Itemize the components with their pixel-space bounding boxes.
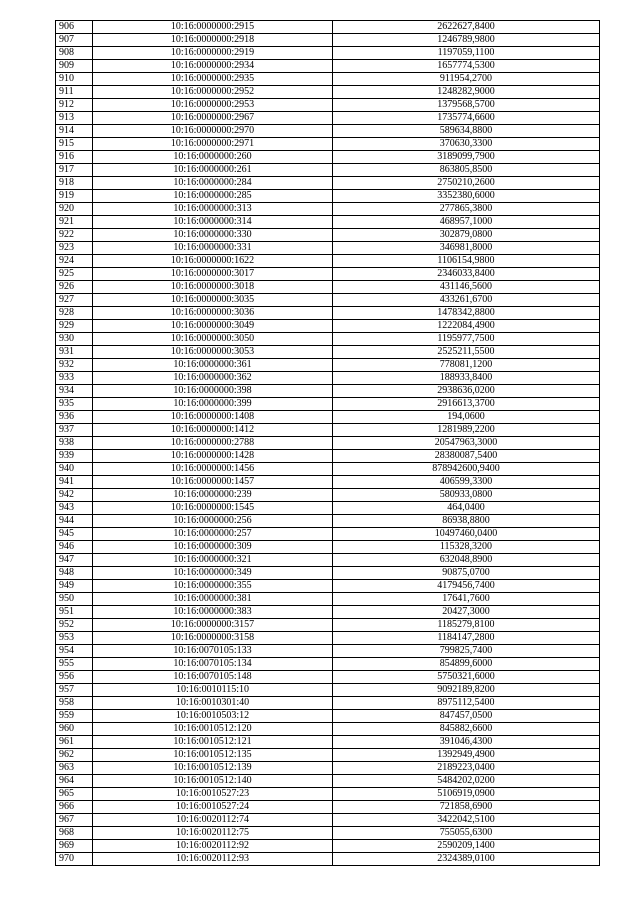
row-number-cell: 919	[56, 190, 93, 203]
row-number-cell: 946	[56, 541, 93, 554]
row-number-cell: 941	[56, 476, 93, 489]
cadastral-value-cell: 464,0400	[333, 502, 600, 515]
table-row	[56, 541, 600, 554]
cadastral-value-cell: 847457,0500	[333, 710, 600, 723]
row-number-cell: 924	[56, 255, 93, 268]
cadastral-value-cell: 2346033,8400	[333, 268, 600, 281]
table-row	[56, 359, 600, 372]
table-row	[56, 203, 600, 216]
row-number-cell: 945	[56, 528, 93, 541]
cadastral-value-cell: 4179456,7400	[333, 580, 600, 593]
table-row	[56, 749, 600, 762]
table-row	[56, 216, 600, 229]
cadastral-number-cell: 10:16:0000000:383	[93, 606, 333, 619]
table-row	[56, 242, 600, 255]
cadastral-number-cell: 10:16:0020112:93	[93, 853, 333, 866]
cadastral-number-cell: 10:16:0000000:331	[93, 242, 333, 255]
table-row	[56, 372, 600, 385]
row-number-cell: 940	[56, 463, 93, 476]
cadastral-value-cell: 431146,5600	[333, 281, 600, 294]
row-number-cell: 937	[56, 424, 93, 437]
row-number-cell: 914	[56, 125, 93, 138]
cadastral-value-cell: 370630,3300	[333, 138, 600, 151]
table-row	[56, 697, 600, 710]
cadastral-number-cell: 10:16:0000000:355	[93, 580, 333, 593]
table-row	[56, 684, 600, 697]
table-row	[56, 86, 600, 99]
cadastral-number-cell: 10:16:0000000:260	[93, 151, 333, 164]
cadastral-number-cell: 10:16:0000000:285	[93, 190, 333, 203]
cadastral-number-cell: 10:16:0000000:2915	[93, 21, 333, 34]
table-row	[56, 281, 600, 294]
table-row	[56, 437, 600, 450]
cadastral-value-cell: 1222084,4900	[333, 320, 600, 333]
cadastral-number-cell: 10:16:0000000:361	[93, 359, 333, 372]
cadastral-number-cell: 10:16:0000000:1412	[93, 424, 333, 437]
table-row	[56, 567, 600, 580]
table-row	[56, 411, 600, 424]
cadastral-value-cell: 20547963,3000	[333, 437, 600, 450]
table-body	[56, 21, 600, 866]
table-row	[56, 307, 600, 320]
table-row	[56, 268, 600, 281]
cadastral-value-cell: 9092189,8200	[333, 684, 600, 697]
cadastral-value-cell: 1106154,9800	[333, 255, 600, 268]
row-number-cell: 929	[56, 320, 93, 333]
row-number-cell: 918	[56, 177, 93, 190]
cadastral-value-cell: 2916613,3700	[333, 398, 600, 411]
table-row	[56, 775, 600, 788]
cadastral-value-cell: 391046,4300	[333, 736, 600, 749]
cadastral-number-cell: 10:16:0000000:2918	[93, 34, 333, 47]
cadastral-value-cell: 277865,3800	[333, 203, 600, 216]
table-row	[56, 840, 600, 853]
cadastral-value-cell: 188933,8400	[333, 372, 600, 385]
row-number-cell: 928	[56, 307, 93, 320]
cadastral-value-cell: 3189099,7900	[333, 151, 600, 164]
row-number-cell: 906	[56, 21, 93, 34]
row-number-cell: 933	[56, 372, 93, 385]
cadastral-number-cell: 10:16:0000000:1456	[93, 463, 333, 476]
cadastral-value-cell: 115328,3200	[333, 541, 600, 554]
cadastral-value-cell: 845882,6600	[333, 723, 600, 736]
cadastral-number-cell: 10:16:0000000:257	[93, 528, 333, 541]
cadastral-number-cell: 10:16:0000000:2967	[93, 112, 333, 125]
cadastral-number-cell: 10:16:0000000:256	[93, 515, 333, 528]
table-row	[56, 710, 600, 723]
row-number-cell: 970	[56, 853, 93, 866]
table-row	[56, 320, 600, 333]
row-number-cell: 951	[56, 606, 93, 619]
row-number-cell: 944	[56, 515, 93, 528]
cadastral-value-cell: 86938,8800	[333, 515, 600, 528]
cadastral-value-cell: 580933,0800	[333, 489, 600, 502]
cadastral-value-cell: 346981,8000	[333, 242, 600, 255]
row-number-cell: 927	[56, 294, 93, 307]
row-number-cell: 958	[56, 697, 93, 710]
cadastral-number-cell: 10:16:0000000:309	[93, 541, 333, 554]
table-row	[56, 554, 600, 567]
cadastral-value-cell: 17641,7600	[333, 593, 600, 606]
row-number-cell: 931	[56, 346, 93, 359]
cadastral-value-cell: 406599,3300	[333, 476, 600, 489]
cadastral-value-cell: 878942600,9400	[333, 463, 600, 476]
row-number-cell: 968	[56, 827, 93, 840]
cadastral-number-cell: 10:16:0000000:398	[93, 385, 333, 398]
table-row	[56, 658, 600, 671]
row-number-cell: 959	[56, 710, 93, 723]
row-number-cell: 907	[56, 34, 93, 47]
row-number-cell: 961	[56, 736, 93, 749]
cadastral-number-cell: 10:16:0000000:239	[93, 489, 333, 502]
cadastral-number-cell: 10:16:0000000:349	[93, 567, 333, 580]
cadastral-number-cell: 10:16:0000000:2971	[93, 138, 333, 151]
table-row	[56, 73, 600, 86]
cadastral-number-cell: 10:16:0020112:74	[93, 814, 333, 827]
cadastral-value-cell: 854899,6000	[333, 658, 600, 671]
cadastral-number-cell: 10:16:0000000:321	[93, 554, 333, 567]
cadastral-value-cell: 911954,2700	[333, 73, 600, 86]
cadastral-number-cell: 10:16:0000000:381	[93, 593, 333, 606]
row-number-cell: 916	[56, 151, 93, 164]
cadastral-number-cell: 10:16:0000000:2953	[93, 99, 333, 112]
row-number-cell: 911	[56, 86, 93, 99]
row-number-cell: 930	[56, 333, 93, 346]
table-row	[56, 515, 600, 528]
table-row	[56, 801, 600, 814]
cadastral-value-cell: 1246789,9800	[333, 34, 600, 47]
cadastral-number-cell: 10:16:0000000:284	[93, 177, 333, 190]
row-number-cell: 948	[56, 567, 93, 580]
row-number-cell: 926	[56, 281, 93, 294]
row-number-cell: 963	[56, 762, 93, 775]
table-row	[56, 606, 600, 619]
cadastral-value-cell: 1184147,2800	[333, 632, 600, 645]
cadastral-value-cell: 2324389,0100	[333, 853, 600, 866]
table-row	[56, 112, 600, 125]
cadastral-number-cell: 10:16:0000000:2919	[93, 47, 333, 60]
cadastral-value-cell: 721858,6900	[333, 801, 600, 814]
table-row	[56, 762, 600, 775]
cadastral-number-cell: 10:16:0000000:2935	[93, 73, 333, 86]
row-number-cell: 908	[56, 47, 93, 60]
table-row	[56, 60, 600, 73]
cadastral-number-cell: 10:16:0070105:148	[93, 671, 333, 684]
table-row	[56, 632, 600, 645]
table-row	[56, 671, 600, 684]
table-row	[56, 814, 600, 827]
table-row	[56, 593, 600, 606]
table-row	[56, 151, 600, 164]
row-number-cell: 950	[56, 593, 93, 606]
cadastral-number-cell: 10:16:0000000:2934	[93, 60, 333, 73]
table-row	[56, 788, 600, 801]
row-number-cell: 962	[56, 749, 93, 762]
cadastral-value-cell: 1185279,8100	[333, 619, 600, 632]
table-row	[56, 229, 600, 242]
cadastral-number-cell: 10:16:0020112:75	[93, 827, 333, 840]
cadastral-number-cell: 10:16:0010527:23	[93, 788, 333, 801]
cadastral-value-cell: 863805,8500	[333, 164, 600, 177]
table-row	[56, 190, 600, 203]
cadastral-value-cell: 2622627,8400	[333, 21, 600, 34]
cadastral-value-table	[55, 20, 600, 866]
cadastral-value-cell: 1248282,9000	[333, 86, 600, 99]
cadastral-value-cell: 2750210,2600	[333, 177, 600, 190]
cadastral-number-cell: 10:16:0070105:133	[93, 645, 333, 658]
table-row	[56, 502, 600, 515]
cadastral-number-cell: 10:16:0000000:313	[93, 203, 333, 216]
row-number-cell: 949	[56, 580, 93, 593]
cadastral-number-cell: 10:16:0010512:140	[93, 775, 333, 788]
table-row	[56, 723, 600, 736]
table-row	[56, 645, 600, 658]
row-number-cell: 955	[56, 658, 93, 671]
row-number-cell: 939	[56, 450, 93, 463]
cadastral-value-cell: 1379568,5700	[333, 99, 600, 112]
row-number-cell: 934	[56, 385, 93, 398]
table-row	[56, 99, 600, 112]
cadastral-number-cell: 10:16:0000000:3050	[93, 333, 333, 346]
cadastral-value-cell: 433261,6700	[333, 294, 600, 307]
table-row	[56, 164, 600, 177]
cadastral-number-cell: 10:16:0010512:139	[93, 762, 333, 775]
cadastral-value-cell: 468957,1000	[333, 216, 600, 229]
cadastral-value-cell: 2590209,1400	[333, 840, 600, 853]
table-row	[56, 528, 600, 541]
table-row	[56, 294, 600, 307]
cadastral-value-cell: 1478342,8800	[333, 307, 600, 320]
cadastral-number-cell: 10:16:0000000:3018	[93, 281, 333, 294]
cadastral-value-cell: 1195977,7500	[333, 333, 600, 346]
row-number-cell: 947	[56, 554, 93, 567]
cadastral-number-cell: 10:16:0000000:314	[93, 216, 333, 229]
cadastral-number-cell: 10:16:0010512:121	[93, 736, 333, 749]
cadastral-number-cell: 10:16:0000000:3157	[93, 619, 333, 632]
row-number-cell: 965	[56, 788, 93, 801]
row-number-cell: 912	[56, 99, 93, 112]
row-number-cell: 953	[56, 632, 93, 645]
cadastral-value-cell: 2189223,0400	[333, 762, 600, 775]
cadastral-value-cell: 1392949,4900	[333, 749, 600, 762]
cadastral-number-cell: 10:16:0000000:3049	[93, 320, 333, 333]
table-row	[56, 489, 600, 502]
cadastral-number-cell: 10:16:0000000:2970	[93, 125, 333, 138]
cadastral-number-cell: 10:16:0010512:120	[93, 723, 333, 736]
row-number-cell: 922	[56, 229, 93, 242]
cadastral-number-cell: 10:16:0000000:3158	[93, 632, 333, 645]
table-row	[56, 450, 600, 463]
cadastral-number-cell: 10:16:0000000:1408	[93, 411, 333, 424]
row-number-cell: 920	[56, 203, 93, 216]
cadastral-number-cell: 10:16:0070105:134	[93, 658, 333, 671]
row-number-cell: 921	[56, 216, 93, 229]
table-row	[56, 463, 600, 476]
row-number-cell: 942	[56, 489, 93, 502]
cadastral-number-cell: 10:16:0000000:1457	[93, 476, 333, 489]
row-number-cell: 935	[56, 398, 93, 411]
cadastral-value-cell: 1281989,2200	[333, 424, 600, 437]
row-number-cell: 966	[56, 801, 93, 814]
row-number-cell: 954	[56, 645, 93, 658]
cadastral-value-cell: 1735774,6600	[333, 112, 600, 125]
cadastral-number-cell: 10:16:0000000:3036	[93, 307, 333, 320]
cadastral-number-cell: 10:16:0000000:1622	[93, 255, 333, 268]
table-row	[56, 177, 600, 190]
table-row	[56, 398, 600, 411]
row-number-cell: 932	[56, 359, 93, 372]
cadastral-number-cell: 10:16:0000000:362	[93, 372, 333, 385]
cadastral-value-cell: 20427,3000	[333, 606, 600, 619]
row-number-cell: 913	[56, 112, 93, 125]
cadastral-value-cell: 755055,6300	[333, 827, 600, 840]
cadastral-number-cell: 10:16:0000000:3017	[93, 268, 333, 281]
row-number-cell: 923	[56, 242, 93, 255]
cadastral-value-cell: 10497460,0400	[333, 528, 600, 541]
table-row	[56, 736, 600, 749]
row-number-cell: 964	[56, 775, 93, 788]
cadastral-value-cell: 5750321,6000	[333, 671, 600, 684]
row-number-cell: 915	[56, 138, 93, 151]
row-number-cell: 957	[56, 684, 93, 697]
table-row	[56, 853, 600, 866]
cadastral-value-cell: 194,0600	[333, 411, 600, 424]
cadastral-number-cell: 10:16:0010503:12	[93, 710, 333, 723]
cadastral-value-cell: 5106919,0900	[333, 788, 600, 801]
row-number-cell: 925	[56, 268, 93, 281]
row-number-cell: 952	[56, 619, 93, 632]
cadastral-number-cell: 10:16:0000000:3035	[93, 294, 333, 307]
cadastral-value-cell: 778081,1200	[333, 359, 600, 372]
cadastral-number-cell: 10:16:0000000:2952	[93, 86, 333, 99]
table-row	[56, 346, 600, 359]
table-row	[56, 827, 600, 840]
cadastral-value-cell: 5484202,0200	[333, 775, 600, 788]
table-row	[56, 476, 600, 489]
cadastral-value-cell: 3352380,6000	[333, 190, 600, 203]
table-row	[56, 333, 600, 346]
cadastral-number-cell: 10:16:0000000:3053	[93, 346, 333, 359]
table-row	[56, 34, 600, 47]
table-row	[56, 255, 600, 268]
cadastral-value-cell: 589634,8800	[333, 125, 600, 138]
cadastral-value-cell: 1657774,5300	[333, 60, 600, 73]
cadastral-value-cell: 90875,0700	[333, 567, 600, 580]
row-number-cell: 969	[56, 840, 93, 853]
cadastral-number-cell: 10:16:0010301:40	[93, 697, 333, 710]
table-row	[56, 580, 600, 593]
cadastral-number-cell: 10:16:0000000:1428	[93, 450, 333, 463]
cadastral-value-cell: 1197059,1100	[333, 47, 600, 60]
table-row	[56, 21, 600, 34]
table-row	[56, 619, 600, 632]
cadastral-value-cell: 2525211,5500	[333, 346, 600, 359]
row-number-cell: 917	[56, 164, 93, 177]
cadastral-value-cell: 28380087,5400	[333, 450, 600, 463]
cadastral-number-cell: 10:16:0020112:92	[93, 840, 333, 853]
table-row	[56, 424, 600, 437]
row-number-cell: 960	[56, 723, 93, 736]
table-row	[56, 125, 600, 138]
row-number-cell: 910	[56, 73, 93, 86]
table-row	[56, 385, 600, 398]
cadastral-value-cell: 632048,8900	[333, 554, 600, 567]
cadastral-value-cell: 8975112,5400	[333, 697, 600, 710]
row-number-cell: 909	[56, 60, 93, 73]
cadastral-value-cell: 302879,0800	[333, 229, 600, 242]
row-number-cell: 943	[56, 502, 93, 515]
cadastral-number-cell: 10:16:0000000:261	[93, 164, 333, 177]
cadastral-number-cell: 10:16:0010115:10	[93, 684, 333, 697]
row-number-cell: 967	[56, 814, 93, 827]
row-number-cell: 938	[56, 437, 93, 450]
cadastral-number-cell: 10:16:0000000:2788	[93, 437, 333, 450]
cadastral-number-cell: 10:16:0000000:330	[93, 229, 333, 242]
table-row	[56, 47, 600, 60]
cadastral-value-cell: 3422042,5100	[333, 814, 600, 827]
row-number-cell: 936	[56, 411, 93, 424]
cadastral-value-cell: 2938636,0200	[333, 385, 600, 398]
cadastral-number-cell: 10:16:0000000:1545	[93, 502, 333, 515]
cadastral-number-cell: 10:16:0000000:399	[93, 398, 333, 411]
cadastral-number-cell: 10:16:0010512:135	[93, 749, 333, 762]
row-number-cell: 956	[56, 671, 93, 684]
cadastral-value-cell: 799825,7400	[333, 645, 600, 658]
table-row	[56, 138, 600, 151]
cadastral-number-cell: 10:16:0010527:24	[93, 801, 333, 814]
